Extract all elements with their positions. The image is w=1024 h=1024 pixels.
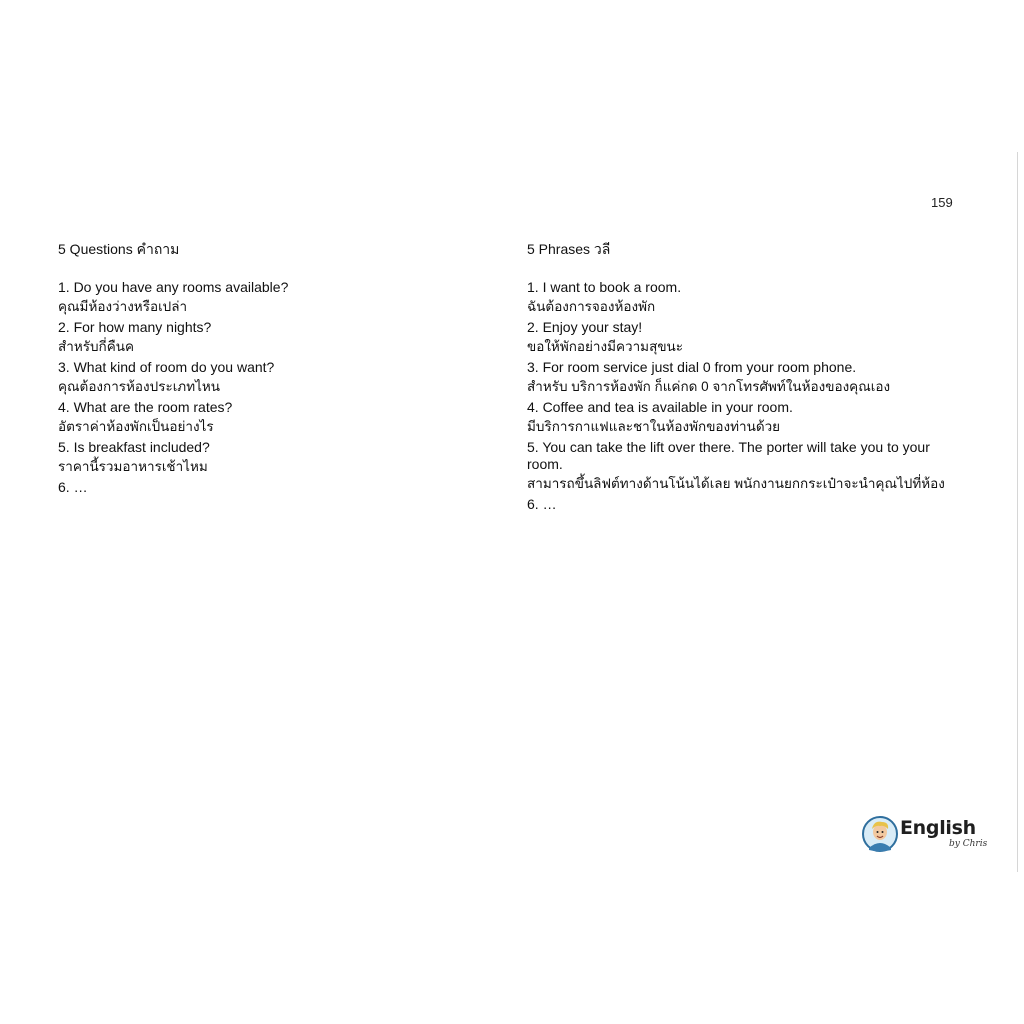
phrase-english: 2. Enjoy your stay! (527, 319, 643, 335)
questions-heading: 5 Questions คำถาม (58, 241, 180, 257)
list-item (58, 279, 478, 315)
question-thai: คุณต้องการห้องประเภทไหน (58, 379, 221, 394)
phrases-section (527, 241, 957, 513)
phrase-thai: ฉันต้องการจองห้องพัก (527, 299, 656, 314)
list-item (58, 439, 478, 475)
phrase-thai: ขอให้พักอย่างมีความสุขนะ (527, 339, 684, 354)
logo-byline: by Chris (949, 839, 988, 849)
phrase-english: 1. I want to book a room. (527, 279, 682, 295)
list-item (527, 279, 957, 315)
questions-section (58, 241, 478, 496)
question-thai: คุณมีห้องว่างหรือเปล่า (58, 299, 188, 314)
list-item (58, 359, 478, 395)
question-english: 5. Is breakfast included? (58, 439, 210, 455)
list-item (527, 319, 957, 355)
cartoon-teacher-avatar-icon (862, 816, 898, 852)
phrase-thai: มีบริการกาแฟและชาในห้องพักของท่านด้วย (527, 419, 781, 434)
logo-wordmark: English (900, 817, 976, 839)
question-english: 4. What are the room rates? (58, 399, 233, 415)
phrases-heading: 5 Phrases วลี (527, 241, 611, 257)
question-english: 2. For how many nights? (58, 319, 212, 335)
more-ellipsis: 6. … (58, 479, 88, 495)
phrase-english: 4. Coffee and tea is available in your room. (527, 399, 793, 415)
phrase-thai: สำหรับ บริการห้องพัก ก็แค่กด 0 จากโทรศัพท์ในห้องของคุณเอง (527, 379, 891, 394)
question-thai: อัตราค่าห้องพักเป็นอย่างไร (58, 419, 214, 434)
list-item (527, 439, 957, 492)
english-by-chris-logo (862, 815, 988, 857)
phrase-thai: สามารถขึ้นลิฟต์ทางด้านโน้นได้เลย พนักงานยกกระเป๋าจะนำคุณไปที่ห้อง (527, 476, 945, 491)
list-item (527, 359, 957, 395)
page-edge-divider (1017, 152, 1018, 872)
page-number: 159 (931, 195, 953, 210)
question-thai: ราคานี้รวมอาหารเช้าไหม (58, 459, 208, 474)
phrase-english: 5. You can take the lift over there. The porter will take you to your room. (527, 439, 930, 472)
question-english: 3. What kind of room do you want? (58, 359, 275, 375)
list-item (58, 319, 478, 355)
list-item (527, 399, 957, 435)
list-item (58, 399, 478, 435)
more-ellipsis: 6. … (527, 496, 557, 512)
question-thai: สำหรับกี่คืนค (58, 339, 135, 354)
question-english: 1. Do you have any rooms available? (58, 279, 289, 295)
phrase-english: 3. For room service just dial 0 from your room phone. (527, 359, 857, 375)
